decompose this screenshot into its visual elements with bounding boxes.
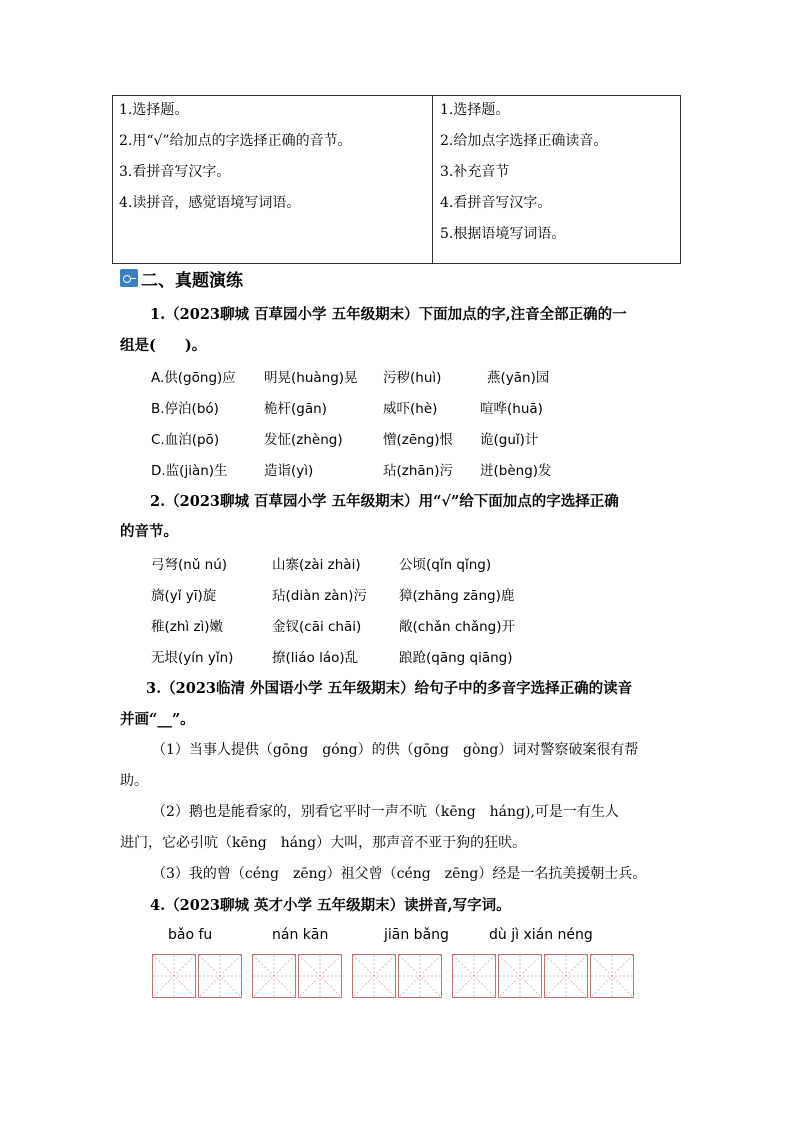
table-right-item: 5.根据语境写词语。 xyxy=(440,226,566,242)
q3-sentence-1-cont: 助。 xyxy=(120,773,148,789)
q2-item: 踉跄(qāng qiāng) xyxy=(399,650,513,666)
q1-option-b-2: 桅杆(gān) xyxy=(264,401,327,417)
pinyin-prompt: dù jì xián néng xyxy=(489,927,593,943)
q2-item: 金钗(cāi chāi) xyxy=(272,619,362,635)
q3-sentence-3: （3）我的曾（céng zēng）祖父曾（céng zēng）经是一名抗美援朝士兵。 xyxy=(152,866,647,882)
writing-cell[interactable] xyxy=(498,954,542,998)
pinyin-prompt: bǎo fu xyxy=(168,927,213,943)
table-left-item: 3.看拼音写汉字。 xyxy=(119,164,231,180)
writing-cell[interactable] xyxy=(590,954,634,998)
q1-option-a-1: A.供(gōng)应 xyxy=(151,370,236,386)
writing-cell[interactable] xyxy=(352,954,396,998)
q1-option-c-1: C.血泊(pō) xyxy=(151,432,220,448)
table-left-item: 1.选择题。 xyxy=(119,102,189,118)
q3-sentence-2: （2）鹅也是能看家的，别看它平时一声不吭（kēng háng),可是一有生人 xyxy=(152,804,619,820)
q2-item: 山寨(zài zhài) xyxy=(272,557,361,573)
q2-item: 无垠(yín yǐn) xyxy=(151,650,234,666)
writing-cell[interactable] xyxy=(252,954,296,998)
pinyin-prompt: nán kān xyxy=(272,927,329,943)
question-3-line-2: 并画“__”。 xyxy=(120,711,195,728)
q1-option-d-2: 造诣(yì) xyxy=(264,463,314,479)
q1-option-d-3: 玷(zhān)污 xyxy=(383,463,454,479)
question-4-title: 4.（2023聊城 英才小学 五年级期末）读拼音,写字词。 xyxy=(150,897,511,914)
q1-option-a-4: 燕(yān)园 xyxy=(487,370,550,386)
writing-grid-group-4 xyxy=(452,954,636,998)
writing-cell[interactable] xyxy=(298,954,342,998)
q2-item: 撩(liáo láo)乱 xyxy=(272,650,359,666)
section-heading xyxy=(120,266,243,290)
q3-sentence-1: （1）当事人提供（gōng góng）的供（gōng gòng）词对警察破案很有帮 xyxy=(152,742,639,758)
q1-option-c-2: 发怔(zhèng) xyxy=(264,432,343,448)
writing-cell[interactable] xyxy=(544,954,588,998)
q1-option-d-4: 迸(bèng)发 xyxy=(480,463,552,479)
writing-grid-group-3 xyxy=(352,954,444,998)
question-3-line-1: 3.（2023临清 外国语小学 五年级期末）给句子中的多音字选择正确的读音 xyxy=(146,680,633,697)
writing-cell[interactable] xyxy=(152,954,196,998)
writing-grid-group-1 xyxy=(152,954,244,998)
table-left-item: 2.用“√”给加点的字选择正确的音节。 xyxy=(119,133,352,149)
pinyin-prompt: jiān bǎng xyxy=(384,927,449,943)
table-right-item: 1.选择题。 xyxy=(440,102,510,118)
q2-item: 玷(diàn zàn)污 xyxy=(272,588,367,604)
section-title: 二、真题演练 xyxy=(141,270,243,291)
table-right-item: 3.补充音节 xyxy=(440,164,510,180)
q2-item: 獐(zhāng zāng)鹿 xyxy=(399,588,515,604)
q1-option-d-1: D.监(jiàn)生 xyxy=(151,463,228,479)
q2-item: 稚(zhì zì)嫩 xyxy=(151,619,224,635)
q1-option-b-1: B.停泊(bó) xyxy=(151,401,219,417)
table-left-column xyxy=(113,96,433,263)
q2-item: 弓弩(nǔ nú) xyxy=(151,557,228,573)
question-1-line-1: 1.（2023聊城 百草园小学 五年级期末）下面加点的字,注音全部正确的一 xyxy=(150,306,627,323)
q2-item: 公顷(qǐn qǐng) xyxy=(399,557,492,573)
q1-option-c-4: 诡(guǐ)计 xyxy=(480,432,539,448)
writing-cell[interactable] xyxy=(452,954,496,998)
key-icon xyxy=(120,269,138,287)
table-left-item: 4.读拼音，感觉语境写词语。 xyxy=(119,195,301,211)
q2-item: 旖(yǐ yī)旋 xyxy=(151,588,217,604)
q1-option-a-3: 污秽(huì) xyxy=(383,370,442,386)
q1-option-c-3: 憎(zēng)恨 xyxy=(383,432,454,448)
writing-cell[interactable] xyxy=(198,954,242,998)
table-right-item: 2.给加点字选择正确读音。 xyxy=(440,133,608,149)
q2-item: 敞(chǎn chǎng)开 xyxy=(399,619,516,635)
question-2-line-1: 2.（2023聊城 百草园小学 五年级期末）用“√”给下面加点的字选择正确 xyxy=(150,493,619,510)
writing-cell[interactable] xyxy=(398,954,442,998)
question-2-line-2: 的音节。 xyxy=(120,523,178,540)
q1-option-b-3: 威吓(hè) xyxy=(383,401,438,417)
table-right-column xyxy=(433,96,680,263)
exercise-type-table xyxy=(112,95,681,264)
table-right-item: 4.看拼音写汉字。 xyxy=(440,195,552,211)
q1-option-b-4: 喧哗(huā) xyxy=(480,401,543,417)
q3-sentence-2-cont: 进门，它必引吭（kēng háng）大叫，那声音不亚于狗的狂吠。 xyxy=(120,835,527,851)
q1-option-a-2: 明晃(huàng)晃 xyxy=(264,370,358,386)
writing-grid-group-2 xyxy=(252,954,344,998)
question-1-line-2: 组是( )。 xyxy=(120,337,207,354)
